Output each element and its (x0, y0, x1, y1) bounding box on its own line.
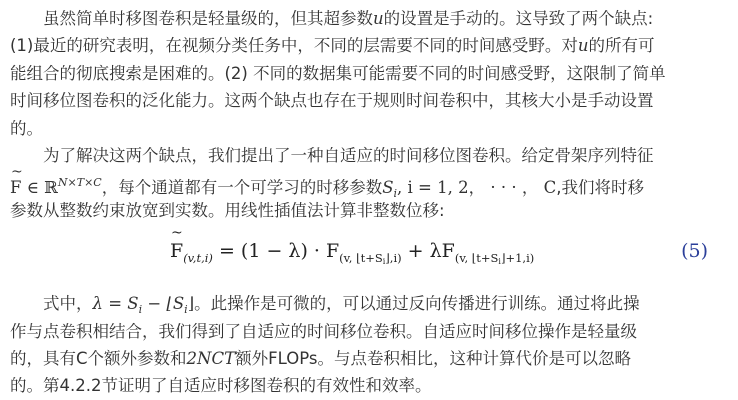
paragraph-1-line-1 (10, 5, 728, 32)
math-reals: ℝ (44, 178, 58, 197)
paragraph-3-line-3 (10, 345, 728, 372)
math-range: , i = 1, 2， · · · ， C (397, 178, 557, 197)
math-lambda: λ = S (92, 294, 139, 314)
math-sub-1: (v, ⌊t+Si⌋,i) (339, 251, 402, 267)
math-2NCT: 2NCT (186, 348, 236, 368)
math-lhs-sub: (v,t,i) (183, 251, 213, 266)
math-S: S (382, 178, 394, 197)
math-sub-i: i (138, 303, 143, 317)
equation-number: (5) (681, 240, 708, 263)
text: 的设置是手动的。这导致了两个缺点: (383, 9, 654, 28)
math-sub-i: i (184, 303, 188, 317)
paragraph-1-line-4: 时间移位图卷积的泛化能力。这两个缺点也存在于规则时间卷积中，其核大小是手动设置 (10, 91, 654, 111)
math-dims: N×T×C (57, 176, 102, 190)
math-rhs-1: = (1 − λ) · F (218, 240, 340, 263)
equation-5 (170, 240, 534, 266)
text: 的所有可 (588, 36, 655, 56)
math-rhs-2: + λF (401, 240, 455, 263)
paragraph-3-line-2: 作与点卷积相结合，我们得到了自适应的时间移位卷积。自适应时间移位操作是轻量级 (10, 321, 637, 341)
text: ,我们将时移 (556, 178, 644, 197)
math-u: u (373, 9, 384, 28)
paragraph-2-line-1: 为了解决这两个缺点，我们提出了一种自适应的时间移位图卷积。给定骨架序列特征 (43, 145, 654, 165)
text: ，每个通道都有一个可学习的时移参数 (101, 178, 383, 197)
math-sub-i: i (393, 187, 398, 197)
paragraph-2-line-3: 参数从整数约束放宽到实数。用线性插值法计算非整数位移: (10, 200, 445, 220)
paragraph-2-line-2 (10, 169, 728, 196)
math-sub-2: (v, ⌊t+Si⌋+1,i) (454, 251, 535, 267)
paragraph-1-line-5: 的。 (10, 118, 43, 138)
text: 的，具有C个额外参数和 (10, 348, 187, 368)
math-feature-F: ~ F (10, 174, 21, 196)
math-floor-end: ⌋ (187, 294, 195, 314)
equation-block (10, 230, 728, 290)
math-lhs-F: ~ F (170, 240, 183, 262)
paragraph-3-line-4: 的。第4.2.2节证明了自适应时移图卷积的有效性和效率。 (10, 376, 432, 396)
math-in: ∈ (26, 178, 39, 197)
text: 式中， (43, 294, 93, 314)
math-u: u (577, 36, 589, 56)
text: 虽然简单时移图卷积是轻量级的，但其超参数 (43, 9, 373, 28)
math-floor: − ⌊S (142, 294, 185, 314)
text: (1)最近的研究表明，在视频分类任务中，不同的层需要不同的时间感受野。对 (10, 36, 578, 56)
paragraph-1-line-2 (10, 32, 728, 59)
text: 。此操作是可微的，可以通过反向传播进行训练。通过将此操 (194, 294, 640, 314)
paragraph-1-line-3: 能组合的彻底搜索是困难的。(2) 不同的数据集可能需要不同的时间感受野，这限制了简单 (10, 63, 666, 83)
text: 额外FLOPs。与点卷积相比，这种计算代价是可以忽略 (235, 348, 631, 368)
paragraph-3-line-1 (10, 290, 728, 317)
